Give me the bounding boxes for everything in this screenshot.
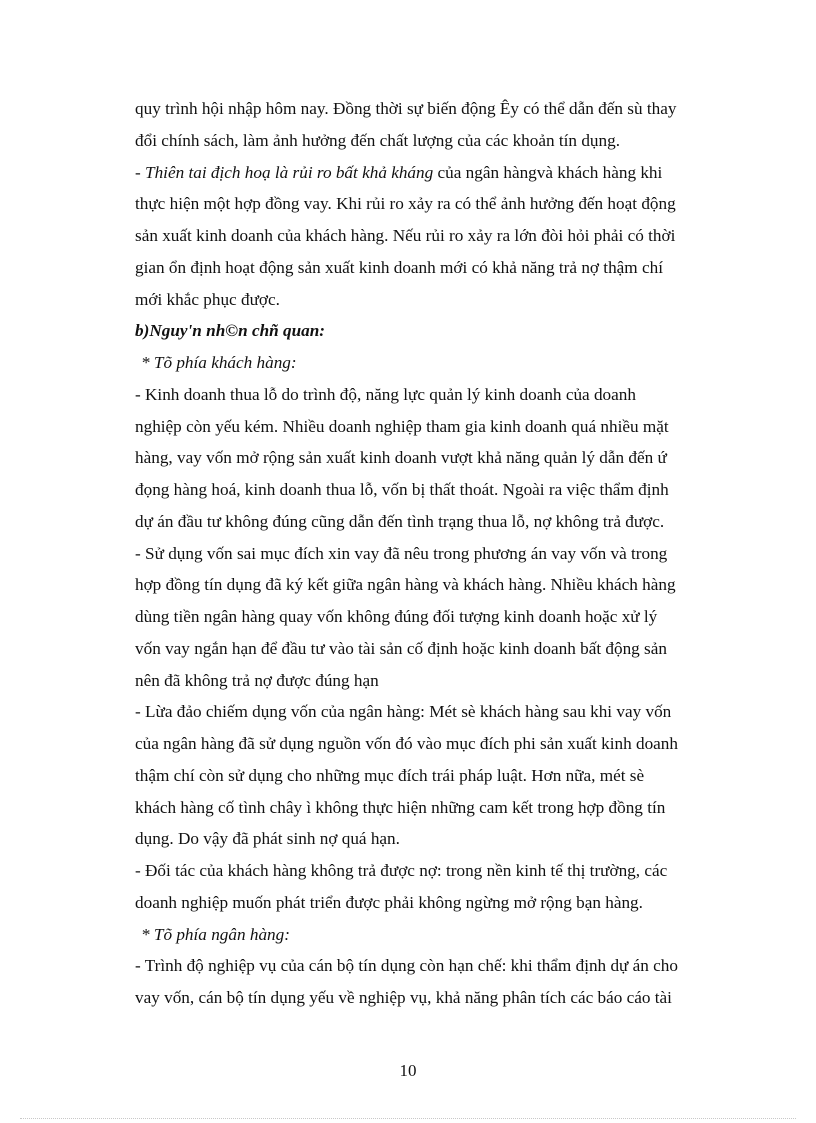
- paragraph-line: gian ổn định hoạt động sản xuất kinh doanh mới có khả năng trả nợ thậm chí: [135, 257, 663, 277]
- paragraph-line: quy trình hội nhập hôm nay. Đồng thời sự biến động Êy có thể dẫn đến sù thay: [135, 99, 677, 118]
- paragraph-risk-changes: [135, 93, 753, 157]
- paragraph-line: doanh nghiệp muốn phát triển được phải không ngừng mở rộng bạn hàng.: [135, 892, 643, 912]
- paragraph-line: nên đã không trả nợ được đúng hạn: [135, 670, 379, 690]
- paragraph-lead-italic: - Thiên tai địch hoạ là rủi ro bất khả kháng: [135, 162, 434, 182]
- paragraph-line: nghiệp còn yếu kém. Nhiều doanh nghiệp tham gia kinh doanh quá nhiều mặt: [135, 416, 669, 436]
- subheading-bank: * Tõ phía ngân hàng:: [141, 924, 290, 944]
- section-heading: b)Nguy'n nh©n chñ quan:: [135, 321, 326, 341]
- paragraph-line: của ngân hàng đã sử dụng nguồn vốn đó vào mục đích phi sản xuất kinh doanh: [135, 734, 678, 753]
- paragraph-line: vay vốn, cán bộ tín dụng yếu về nghiệp vụ, khả năng phân tích các báo cáo tài: [135, 988, 672, 1007]
- paragraph-line: - Lừa đảo chiếm dụng vốn của ngân hàng: Mét sè khách hàng sau khi vay vốn: [135, 702, 672, 722]
- paragraph-line: dùng tiền ngân hàng quay vốn không đúng đối tượng kinh doanh hoặc xử lý: [135, 607, 658, 626]
- paragraph-line: mới khắc phục được.: [135, 289, 280, 309]
- paragraph-line: - Sử dụng vốn sai mục đích xin vay đã nêu trong phương án vay vốn và trong: [135, 543, 668, 563]
- paragraph-line: của ngân hàngvà khách hàng khi: [433, 162, 663, 182]
- paragraph-line: đọng hàng hoá, kinh doanh thua lỗ, vốn bị thất thoát. Ngoài ra việc thẩm định: [135, 480, 669, 499]
- paragraph-line: - Đối tác của khách hàng không trả được nợ: trong nền kinh tế thị trường, các: [135, 861, 668, 880]
- paragraph-line: dụng. Do vậy đã phát sinh nợ quá hạn.: [135, 829, 400, 849]
- paragraph-line: sản xuất kinh doanh của khách hàng. Nếu rủi ro xảy ra lớn đòi hỏi phải có thời: [135, 226, 676, 245]
- paragraph-staff-skill: [135, 950, 753, 1014]
- paragraph-line: vốn vay ngắn hạn để đầu tư vào tài sản cố định hoặc kinh doanh bất động sản: [135, 638, 667, 658]
- paragraph-line: dự án đầu tư không đúng cũng dẫn đến tình trạng thua lỗ, nợ không trả được.: [135, 511, 665, 531]
- paragraph-partner-default: [135, 855, 753, 919]
- paragraph-line: khách hàng cố tình chây ì không thực hiện những cam kết trong hợp đồng tín: [135, 797, 666, 817]
- paragraph-line: - Trình độ nghiệp vụ của cán bộ tín dụng còn hạn chế: khi thẩm định dự án cho: [135, 956, 678, 976]
- page-number: 10: [399, 1061, 417, 1080]
- paragraph-line: hàng, vay vốn mở rộng sản xuất kinh doanh vượt khả năng quản lý dẫn đến ứ: [135, 448, 667, 468]
- paragraph-line: thậm chí còn sử dụng cho những mục đích trái pháp luật. Hơn nữa, mét sè: [135, 765, 645, 785]
- paragraph-line: thực hiện một hợp đồng vay. Khi rủi ro xảy ra có thể ảnh hưởng đến hoạt động: [135, 194, 676, 214]
- paragraph-line: hợp đồng tín dụng đã ký kết giữa ngân hàng và khách hàng. Nhiều khách hàng: [135, 575, 676, 595]
- paragraph-line: - Kinh doanh thua lỗ do trình độ, năng lực quản lý kinh doanh của doanh: [135, 384, 636, 404]
- paragraph-misuse-capital: [135, 538, 753, 697]
- paragraph-natural-disaster: [135, 157, 753, 316]
- paragraph-fraud: [135, 696, 753, 855]
- paragraph-business-loss: [135, 379, 753, 538]
- subheading-customer: * Tõ phía khách hàng:: [141, 353, 297, 372]
- page-bottom-divider: [20, 1118, 796, 1119]
- paragraph-line: đổi chính sách, làm ảnh hưởng đến chất lượng của các khoản tín dụng.: [135, 130, 620, 150]
- page-body: [135, 93, 753, 1014]
